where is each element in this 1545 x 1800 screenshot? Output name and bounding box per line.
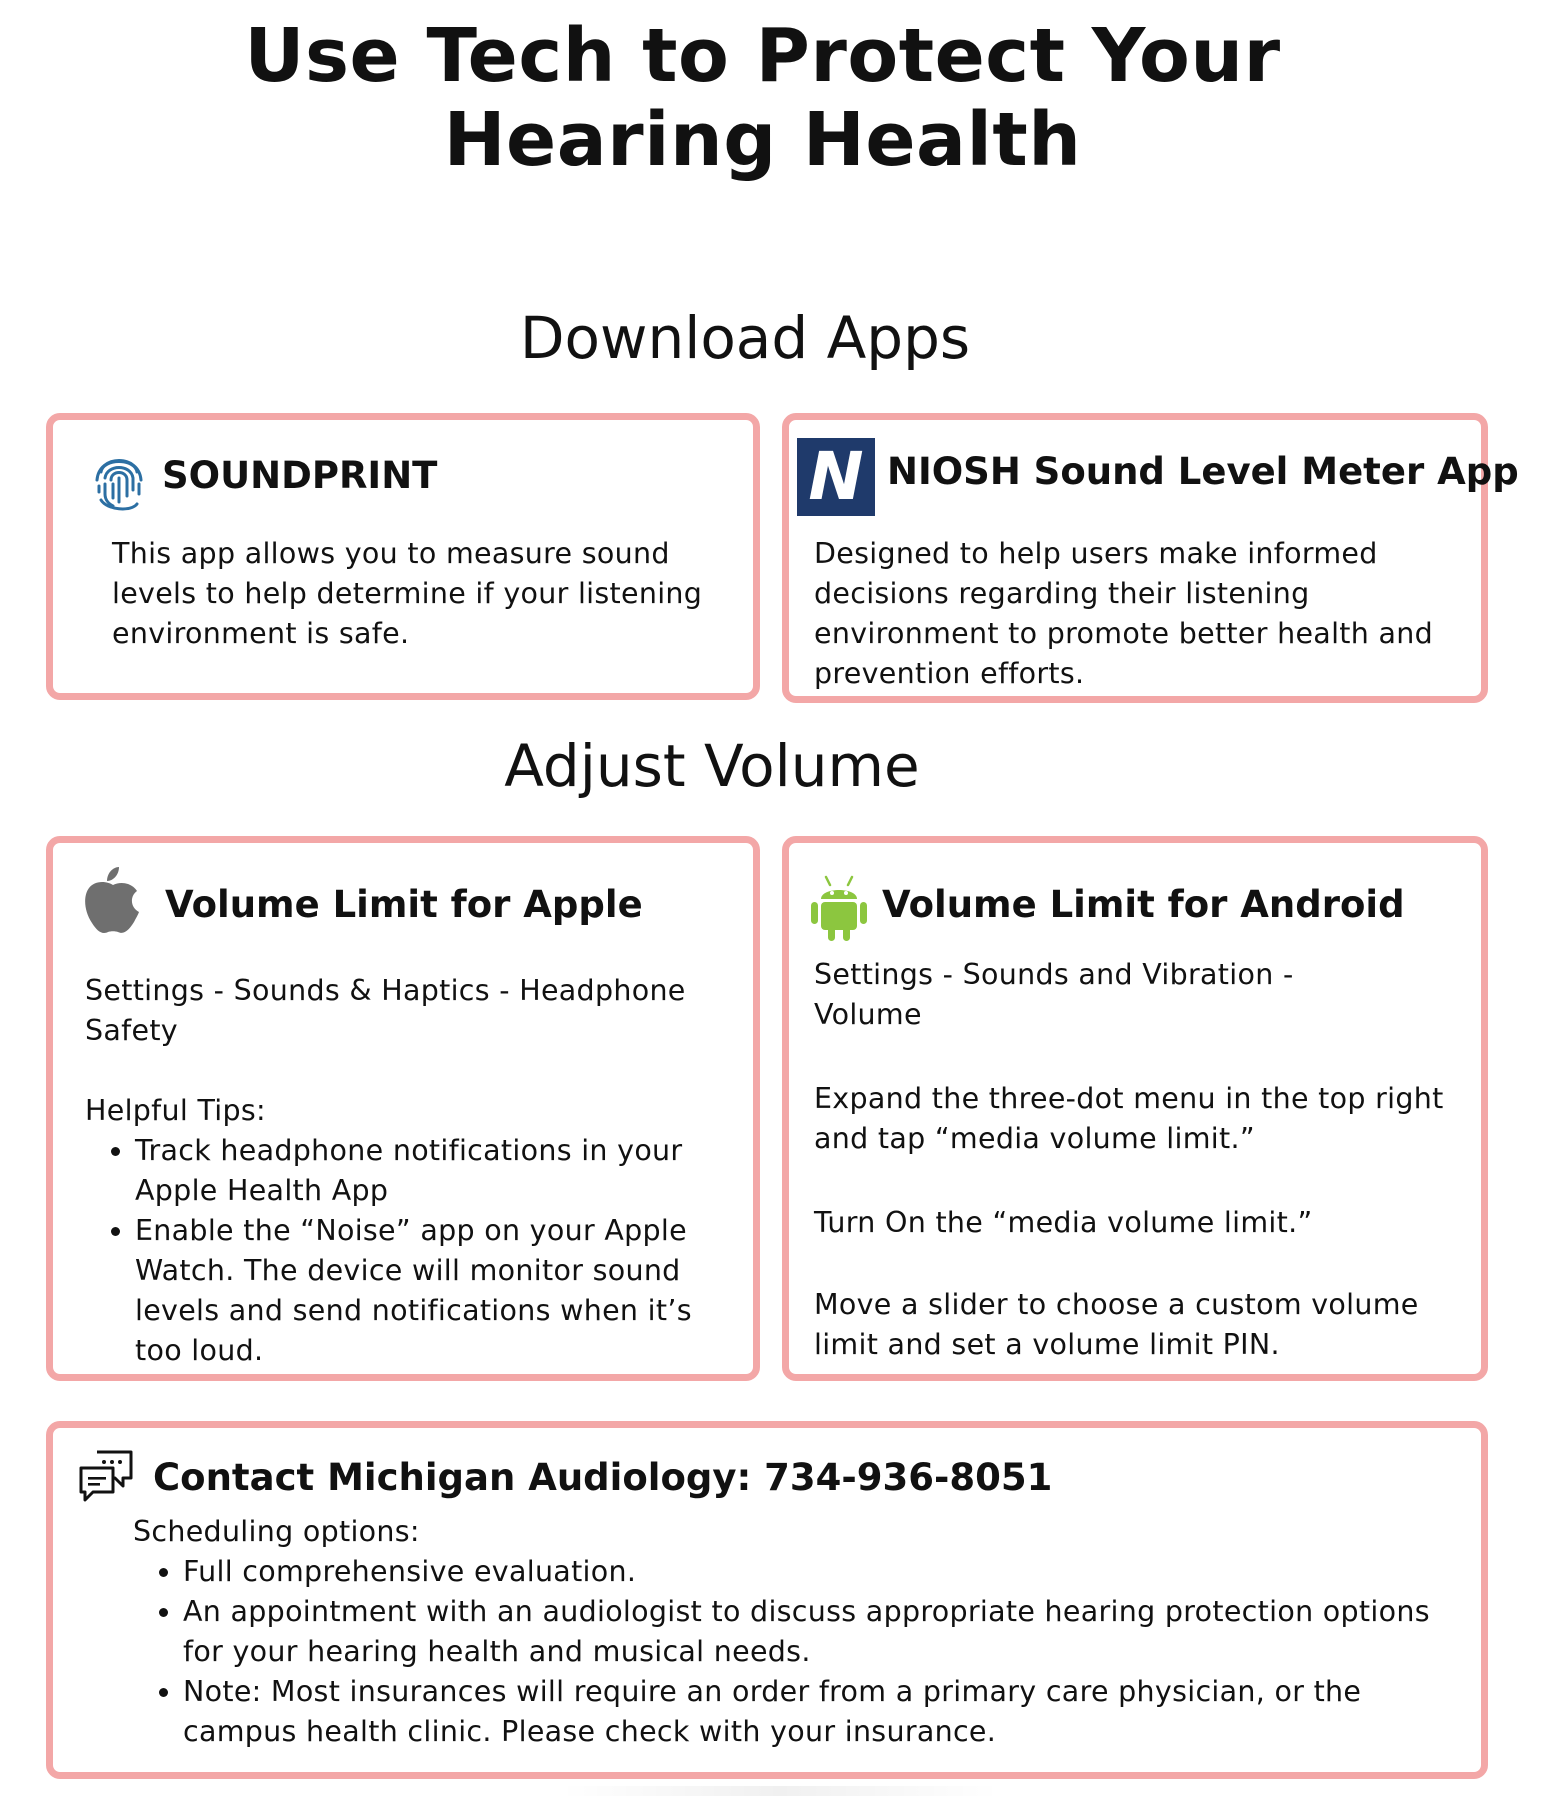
- apple-card: [46, 836, 760, 1381]
- apple-settings-path: Settings - Sounds & Haptics - Headphone Safety: [85, 974, 686, 1047]
- android-settings-path: Settings - Sounds and Vibration - Volume: [814, 958, 1294, 1031]
- soundprint-title: SOUNDPRINT: [162, 454, 438, 497]
- niosh-description: Designed to help users make informed decisions regarding their listening environment to promote better health and prevention efforts.: [814, 537, 1434, 690]
- android-title: Volume Limit for Android: [882, 883, 1405, 926]
- apple-tips-label: Helpful Tips:: [85, 1094, 266, 1127]
- contact-options-label: Scheduling options:: [133, 1515, 420, 1548]
- niosh-logo: [797, 438, 875, 516]
- page-title-line-1: Use Tech to Protect Your: [244, 13, 1281, 99]
- android-card: [782, 836, 1488, 1381]
- chat-icon: [77, 1448, 135, 1508]
- contact-option-item: • Full comprehensive evaluation.: [183, 1552, 1473, 1592]
- section-heading-download-apps: Download Apps: [519, 304, 971, 372]
- apple-icon: [81, 863, 145, 941]
- fingerprint-icon: [93, 450, 145, 518]
- contact-option-item: • Note: Most insurances will require an order from a primary care physician, or the campus health clinic. Please check with your insurance.: [183, 1672, 1473, 1752]
- android-step-3: Move a slider to choose a custom volume limit and set a volume limit PIN.: [814, 1288, 1419, 1361]
- soundprint-card: [46, 413, 760, 700]
- apple-title: Volume Limit for Apple: [165, 883, 643, 926]
- niosh-card: [782, 413, 1519, 703]
- contact-option-item: • An appointment with an audiologist to discuss appropriate hearing protection options for your hearing health and musical needs.: [183, 1592, 1473, 1672]
- contact-card: [46, 1421, 1488, 1779]
- android-icon: [809, 873, 869, 947]
- soundprint-description: This app allows you to measure sound levels to help determine if your listening environment is safe.: [112, 537, 703, 650]
- android-step-2: Turn On the “media volume limit.”: [814, 1206, 1313, 1239]
- section-heading-adjust-volume: Adjust Volume: [504, 732, 920, 800]
- page-title-line-2: Hearing Health: [443, 97, 1082, 183]
- android-step-1: Expand the three-dot menu in the top right and tap “media volume limit.”: [814, 1082, 1444, 1155]
- contact-options: [133, 1512, 1473, 1752]
- contact-title: Contact Michigan Audiology: 734-936-8051: [153, 1456, 1053, 1499]
- niosh-title: NIOSH Sound Level Meter App: [887, 450, 1519, 493]
- page-title: [0, 14, 1525, 182]
- apple-tip-item: • Track headphone notifications in your Apple Health App: [135, 1131, 735, 1211]
- apple-tips: [85, 1091, 735, 1371]
- apple-tip-item: • Enable the “Noise” app on your Apple Watch. The device will monitor sound levels and send notifications when it’s too loud.: [135, 1211, 735, 1371]
- bottom-edge-decoration: [560, 1786, 1000, 1796]
- niosh-logo-letter: N: [808, 438, 864, 515]
